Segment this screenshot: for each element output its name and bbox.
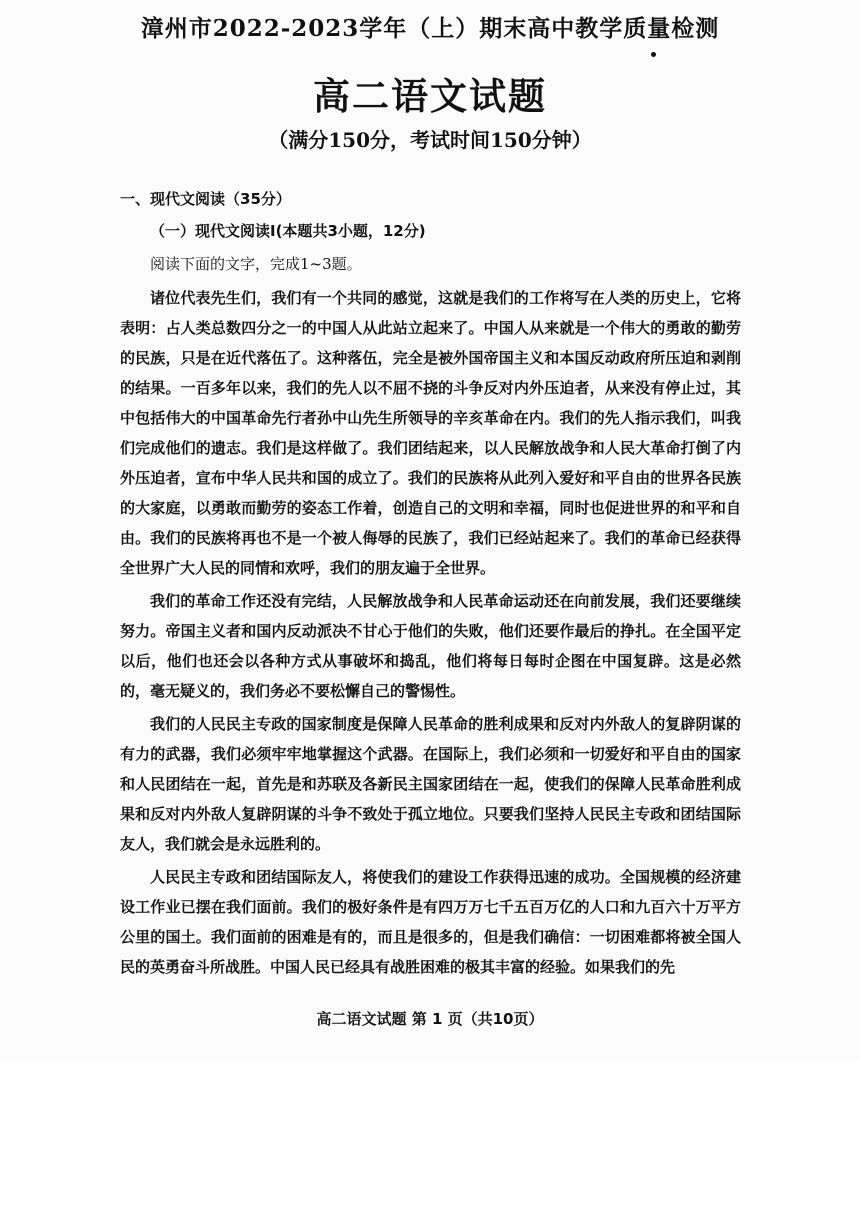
passage-paragraph: 诸位代表先生们，我们有一个共同的感觉，这就是我们的工作将写在人类的历史上，它将表明：占人类总数四分之一的中国人从此站立起来了。中国人从来就是一个伟大的勇敢的勤劳的民族，只是在近代落伍了。这种落伍，完全是被外国帝国主义和本国反动政府所压迫和剥削的结果。一百多年以来，我们的先人以不屈不挠的斗争反对内外压迫者，从来没有停止过，其中包括伟大的中国革命先行者孙中山先生所领导的辛亥革命在内。我们的先人指示我们，叫我们完成他们的遗志。我们是这样做了。我们团结起来，以人民解放战争和人民大革命打倒了内外压迫者，宣布中华人民共和国的成立了。我们的民族将从此列入爱好和平自由的世界各民族的大家庭，以勇敢而勤劳的姿态工作着，创造自己的文明和幸福，同时也促进世界的和平和自由。我们的民族将再也不是一个被人侮辱的民族了，我们已经站起来了。我们的革命已经获得全世界广大人民的同情和欢呼，我们的朋友遍于全世界。 [120,289,741,577]
exam-header: 漳州市2022-2023学年（上）期末高中教学质量检测 [140,15,720,42]
exam-subtitle: （满分150分，考试时间150分钟） [268,128,592,152]
reading-instruction: 阅读下面的文字，完成1~3题。 [150,255,362,273]
passage-paragraph: 我们的人民民主专政的国家制度是保障人民革命的胜利成果和反对内外敌人的复辟阴谋的有力的武器，我们必须牢牢地掌握这个武器。在国际上，我们必须和一切爱好和平自由的国家和人民团结在一起，首先是和苏联及各新民主国家团结在一起，使我们的保障人民革命胜利成果和反对内外敌人复辟阴谋的斗争不致处于孤立地位。只要我们坚持人民民主专政和团结国际友人，我们就会是永远胜利的。 [120,715,741,853]
ink-dot [651,52,656,57]
passage-paragraph: 人民民主专政和团结国际友人，将使我们的建设工作获得迅速的成功。全国规模的经济建设工作业已摆在我们面前。我们的极好条件是有四万万七千五百万亿的人口和九百六十万平方公里的国土。我们面前的困难是有的，而且是很多的，但是我们确信：一切困难都将被全国人民的英勇奋斗所战胜。中国人民已经具有战胜困难的极其丰富的经验。如果我们的先 [120,868,741,976]
reading-passage [120,283,741,985]
passage-paragraph: 我们的革命工作还没有完结，人民解放战争和人民革命运动还在向前发展，我们还要继续努力。帝国主义者和国内反动派决不甘心于他们的失败，他们还要作最后的挣扎。在全国平定以后，他们也还会以各种方式从事破坏和捣乱，他们将每日每时企图在中国复辟。这是必然的，毫无疑义的，我们务必不要松懈自己的警惕性。 [120,592,741,700]
section-heading: 一、现代文阅读（35分） [120,190,291,208]
subsection-heading: （一）现代文阅读Ⅰ(本题共3小题，12分) [150,222,426,240]
page-footer: 高二语文试题 第 1 页（共10页） [316,1010,544,1028]
exam-title: 高二语文试题 [313,74,547,118]
